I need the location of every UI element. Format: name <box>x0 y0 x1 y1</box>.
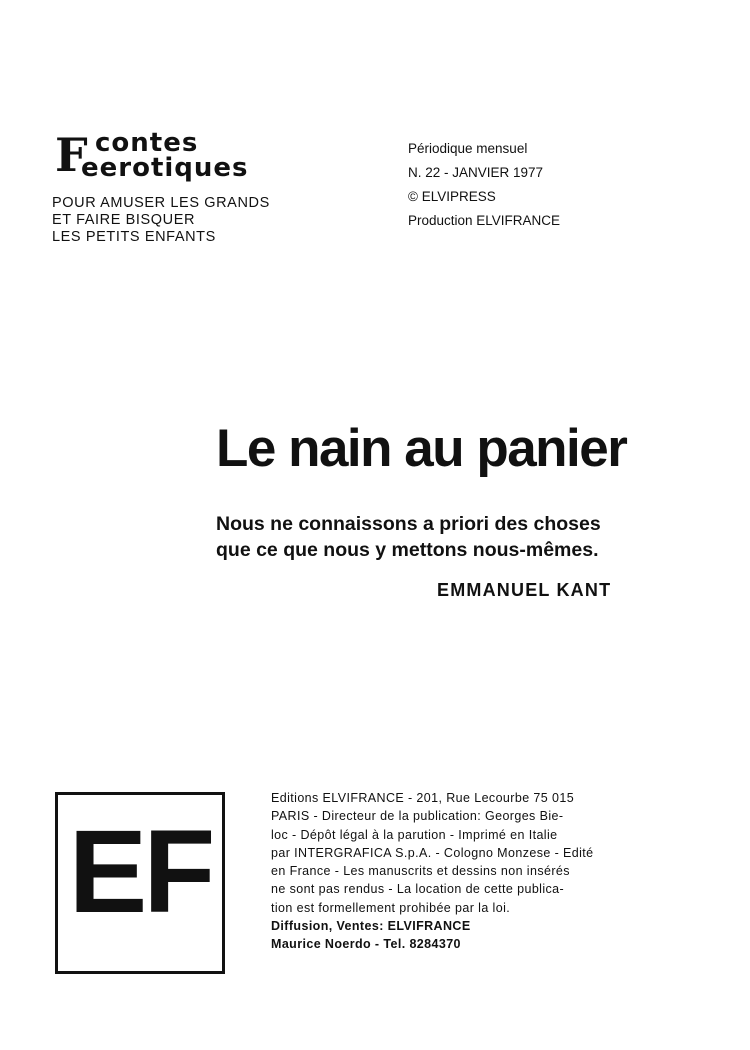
publisher-logo-text: EF <box>68 806 212 938</box>
legal-line: en France - Les manuscrits et dessins non insérés <box>271 864 570 879</box>
issue-number: N. 22 - JANVIER 1977 <box>408 165 544 180</box>
tagline-line: LES PETITS ENFANTS <box>52 229 216 245</box>
story-title: Le nain au panier <box>216 419 627 478</box>
quote-line: que ce que nous y mettons nous-mêmes. <box>216 539 599 561</box>
epigraph-quote <box>216 511 601 563</box>
logo-word-eerotiques: eerotiques <box>81 153 249 183</box>
legal-line: Editions ELVIFRANCE - 201, Rue Lecourbe 75 015 <box>271 791 575 805</box>
diffusion-line: Diffusion, Ventes: ELVIFRANCE <box>271 919 471 934</box>
quote-line: Nous ne connaissons a priori des choses <box>216 513 601 535</box>
tagline-line: POUR AMUSER LES GRANDS <box>52 195 270 211</box>
legal-line: PARIS - Directeur de la publication: Georges Bie- <box>271 809 564 824</box>
copyright: © ELVIPRESS <box>408 189 496 204</box>
tagline <box>52 195 270 246</box>
legal-notice <box>271 789 716 954</box>
publisher-logo-box <box>55 792 225 974</box>
production: Production ELVIFRANCE <box>408 213 561 228</box>
magazine-logo <box>55 130 315 184</box>
logo-initial: F <box>55 128 88 182</box>
quote-author: EMMANUEL KANT <box>437 580 612 600</box>
legal-line: loc - Dépôt légal à la parution - Imprimé en Italie <box>271 827 558 842</box>
legal-line: par INTERGRAFICA S.p.A. - Cologno Monzese - Edité <box>271 845 594 860</box>
tagline-line: ET FAIRE BISQUER <box>52 212 196 228</box>
legal-line: ne sont pas rendus - La location de cette publica- <box>271 882 565 897</box>
logo-word-contes: contes <box>95 128 199 158</box>
publication-info <box>408 137 560 233</box>
frequency: Périodique mensuel <box>408 141 528 156</box>
legal-line: tion est formellement prohibée par la loi. <box>271 900 511 915</box>
contact-line: Maurice Noerdo - Tel. 8284370 <box>271 937 461 952</box>
